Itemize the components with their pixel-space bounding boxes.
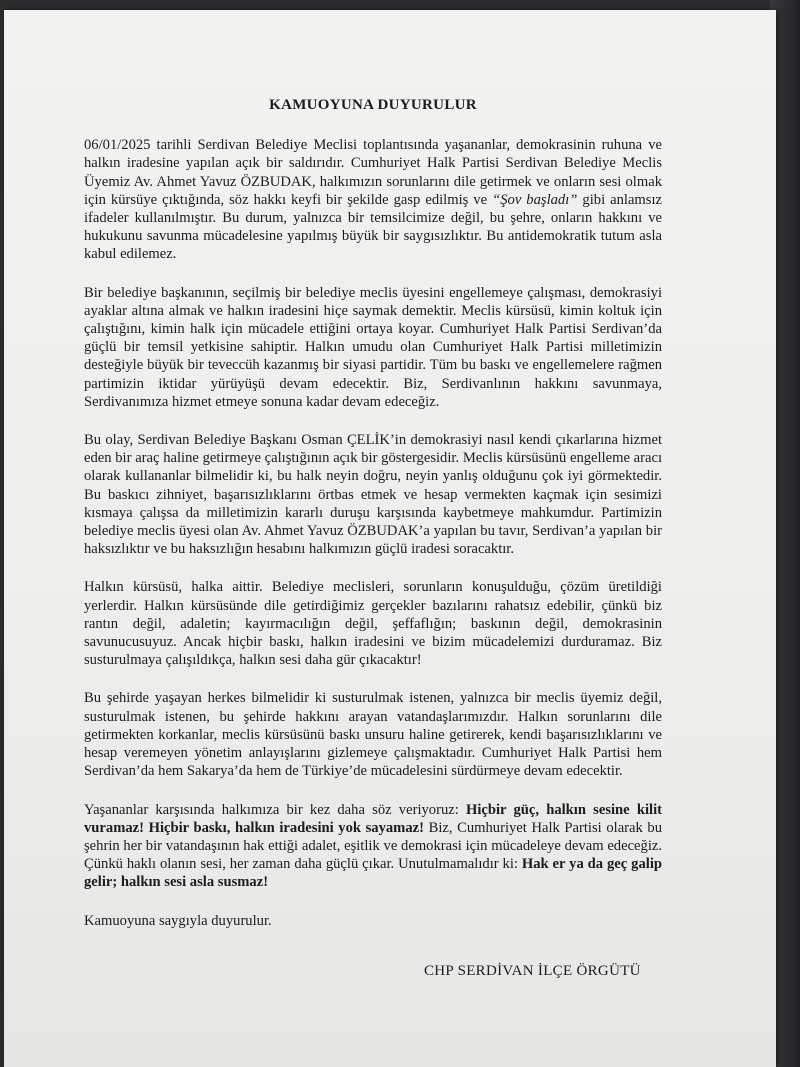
paragraph-1 xyxy=(84,136,662,263)
paragraph-1-text-a: 06/01/2025 tarihli Serdivan Belediye Meclisi toplantısında yaşananlar, demokrasinin ruhuna ve halkın iradesine yapılan açık bir saldırıdır. Cumhuriyet Halk Partisi Serdivan Belediye Meclis Üyemiz Av. Ahmet Yavuz ÖZBUDAK, halkımızın sorunlarını dile getirmek ve onların sesi olmak için kürsüye çıktığında, söz hakkı keyfi bir şekilde gasp edilmiş ve xyxy=(84,137,662,208)
document-title: KAMUOYUNA DUYURULUR xyxy=(269,97,477,113)
signature: CHP SERDİVAN İLÇE ÖRGÜTÜ xyxy=(424,963,641,979)
paragraph-6 xyxy=(84,801,662,892)
paragraph-6-bold-1: Hiçbir güç, halkın sesine kilit vuramaz! Hiçbir baskı, halkın iradesini yok sayamaz! xyxy=(84,801,662,836)
paragraph-4: Halkın kürsüsü, halka aittir. Belediye meclisleri, sorunların konuşulduğu, çözüm üretildiği yerlerdir. Halkın kürsüsünde dile getirdiğimiz gerçekler bazılarını rahatsız edebilir, çünkü biz rantın değil, adaletin; kayırmacılığın değil, şeffaflığın; baskının değil, demokrasinin savunucusuyuz. Ancak hiçbir baskı, halkın iradesini ve bizim mücadelemizi durduramaz. Biz susturulmaya çalışıldıkça, halkın sesi daha gür çıkacaktır! xyxy=(84,579,662,669)
paragraph-6-text-b: Biz, Cumhuriyet Halk Partisi olarak bu şehrin her bir vatandaşının hak ettiği adalet, eşitlik ve demokrasi için mücadeleye devam edeceğiz. Çünkü haklı olanın sesi, her zaman daha güçlü çıkar. Unutulmamalıdır ki: xyxy=(84,819,663,873)
closing-line: Kamuoyuna saygıyla duyurulur. xyxy=(84,912,272,929)
paragraph-5: Bu şehirde yaşayan herkes bilmelidir ki susturulmak istenen, yalnızca bir meclis üyemiz değil, susturulmak istenen, bu şehirde hakkını arayan vatandaşlarımızdır. Halkın sorunlarını dile getirmekten korkanlar, meclis kürsüsünü baskı unsuru haline getirerek, kendi başarısızlıklarını ve hesap veremeyen yönetim anlayışlarını gizlemeye çalışmaktadır. Cumhuriyet Halk Partisi hem Serdivan’da hem Sakarya’da hem de Türkiye’de mücadelesini sürdürmeye devam edecektir. xyxy=(84,690,662,780)
paragraph-1-text-b: gibi anlamsız ifadeler kullanılmıştır. Bu durum, yalnızca bir temsilcimize değil, bu şehre, onların hakkını ve hukukunu savunma mücadelesine yapılmış büyük bir saygısızlıktır. Bu antidemokratik tutum asla kabul edilemez. xyxy=(84,191,662,263)
paragraph-2: Bir belediye başkanının, seçilmiş bir belediye meclis üyesini engellemeye çalışması, demokrasiyi ayaklar altına almak ve halkın iradesini hiçe saymak demektir. Meclis kürsüsü, kimin koltuk için çalıştığını, kimin halk için mücadele ettiğini ortaya koyar. Cumhuriyet Halk Partisi Serdivan’da güçlü bir temsil yetkisine sahiptir. Halkın umudu olan Cumhuriyet Halk Partisi milletimizin desteğiyle büyük bir teveccüh kazanmış bir siyasi partidir. Tüm bu baskı ve engellemelere rağmen partimizin iktidar yürüyüşü devam edecektir. Biz, Serdivanlının hakkını savunmaya, Serdivanımıza hizmet etmeye sonuna kadar devam edeceğiz. xyxy=(84,284,662,410)
document-page xyxy=(4,10,776,1067)
document-body xyxy=(84,96,662,930)
paragraph-1-quote: “Şov başladı” xyxy=(492,191,578,208)
paragraph-6-bold-2: Hak er ya da geç galip gelir; halkın sesi asla susmaz! xyxy=(84,856,662,891)
paragraph-6-text-a: Yaşananlar karşısında halkımıza bir kez daha söz veriyoruz: xyxy=(84,801,466,818)
paragraph-3: Bu olay, Serdivan Belediye Başkanı Osman ÇELİK’in demokrasiyi nasıl kendi çıkarlarına hizmet eden bir araç haline getirmeye çalıştığının açık bir göstergesidir. Meclis kürsüsünü engelleme aracı olarak kullananlar bilmelidir ki, bu halk neyin doğru, neyin yanlış olduğunu çok iyi görmektedir. Bu baskıcı zihniyet, başarısızlıklarını örtbas etmek ve hesap vermekten kaçmak için sesimizi kısmaya çalışsa da milletimizin kararlı duruşu karşısında kaybetmeye mahkumdur. Partimizin belediye meclis üyesi olan Av. Ahmet Yavuz ÖZBUDAK’a yapılan bu tavır, Serdivan’a yapılan bir haksızlıktır ve bu haksızlığın hesabını halkımızın güçlü iradesi soracaktır. xyxy=(84,432,662,558)
